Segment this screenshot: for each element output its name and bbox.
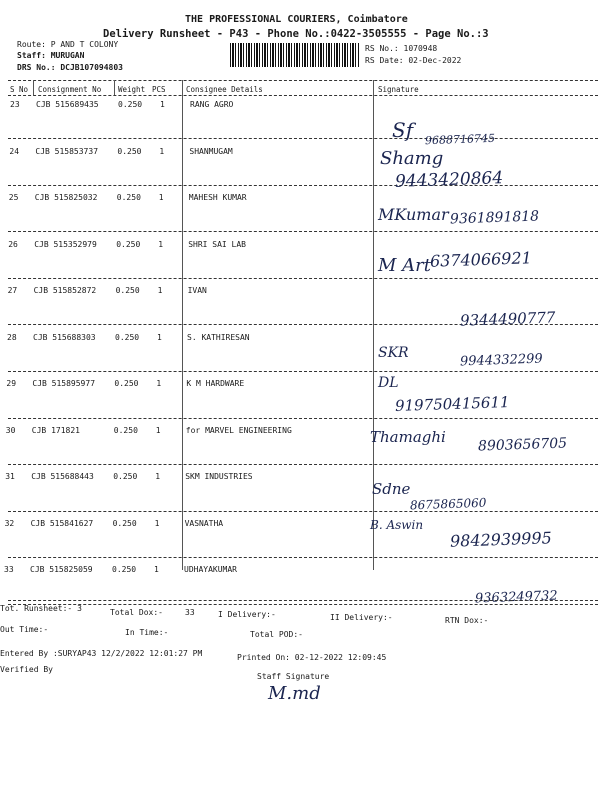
signature-phone: 6374066921: [429, 248, 533, 271]
signature-phone: 9944332299: [459, 351, 543, 370]
col-weight: Weight: [118, 85, 146, 94]
company-name: THE PROFESSIONAL COURIERS, Coimbatore: [185, 14, 408, 25]
row-consignment-no: CJB 515688303: [33, 332, 96, 342]
verified-by: Verified By: [0, 665, 53, 674]
row-sno: 23: [10, 100, 20, 109]
staff-signature-label: Staff Signature: [257, 672, 330, 681]
row-rule: [8, 371, 598, 372]
row-consignee: SKM INDUSTRIES: [185, 472, 253, 481]
signature-phone: 919750415611: [394, 393, 510, 415]
row-consignee: SHRI SAI LAB: [188, 239, 246, 249]
row-pcs: 1: [154, 518, 160, 528]
row-consignment-no: CJB 515352979: [34, 239, 97, 249]
row-consignee: VASNATHA: [184, 518, 224, 528]
signature-phone: 9361891818: [449, 208, 540, 228]
row-rule: [8, 278, 598, 279]
runsheet-title: Delivery Runsheet - P43 - Phone No.:0422-3505555 - Page No.:3: [103, 28, 489, 40]
col-divider: [114, 80, 115, 95]
footer-top-rule: [8, 600, 598, 601]
row-weight: 0.250: [113, 472, 138, 481]
total-pod: Total POD:-: [250, 630, 303, 639]
printed-on: Printed On: 02-12-2022 12:09:45: [237, 653, 387, 662]
row-sno: 32: [4, 518, 15, 528]
signature-phone: 8675865060: [409, 495, 487, 513]
row-rule: [8, 511, 598, 512]
staff-label: Staff: MURUGAN: [17, 51, 85, 60]
row-rule: [8, 464, 598, 465]
signature-name: DL: [378, 375, 399, 391]
out-time: Out Time:-: [0, 625, 49, 634]
ii-delivery: II Delivery:-: [330, 613, 393, 622]
signature-phone: 9363249732: [474, 588, 558, 607]
signature-name: Thamaghi: [370, 428, 446, 446]
total-runsheet: Tot. Runsheet:- 3: [0, 604, 82, 613]
row-consignment-no: CJB 515895977: [32, 379, 96, 388]
row-consignee: S. KATHIRESAN: [187, 332, 250, 342]
row-pcs: 1: [157, 286, 163, 295]
rs-number: RS No.: 1070948: [365, 44, 438, 53]
signature-phone: 9688716745: [424, 131, 496, 148]
row-consignment-no: CJB 515841627: [30, 518, 94, 528]
row-rule: [8, 418, 598, 419]
row-sno: 24: [9, 146, 20, 156]
row-rule: [8, 557, 598, 558]
row-pcs: 1: [158, 239, 164, 249]
header-top-rule: [8, 80, 598, 81]
header-bottom-rule: [8, 95, 598, 96]
col-consignee: Consignee Details: [186, 85, 263, 94]
total-dox-value: 33: [185, 608, 195, 617]
row-sno: 25: [8, 193, 19, 202]
row-consignee: K M HARDWARE: [186, 379, 245, 388]
staff-signature: M.md: [268, 683, 321, 704]
row-weight: 0.250: [112, 518, 137, 528]
i-delivery: I Delivery:-: [218, 610, 276, 619]
row-pcs: 1: [155, 425, 161, 435]
signature-name: M Art: [378, 255, 431, 276]
row-consignment-no: CJB 171821: [31, 425, 80, 435]
row-consignee: UDHAYAKUMAR: [184, 565, 237, 574]
row-consignment-no: CJB 515825032: [34, 193, 98, 202]
row-pcs: 1: [158, 193, 164, 202]
row-weight: 0.250: [115, 286, 140, 295]
signature-name: Sdne: [372, 480, 411, 498]
row-weight: 0.250: [113, 425, 138, 435]
row-sno: 29: [6, 379, 17, 388]
row-consignee: for MARVEL ENGINEERING: [185, 425, 292, 435]
row-consignee: MAHESH KUMAR: [188, 193, 247, 202]
row-consignment-no: CJB 515825059: [30, 565, 93, 574]
signature-name: Sf: [392, 118, 414, 142]
row-consignment-no: CJB 515688443: [31, 472, 94, 481]
col-sno: S No: [10, 85, 29, 94]
row-sno: 26: [8, 239, 18, 249]
in-time: In Time:-: [125, 628, 169, 637]
row-sno: 28: [7, 332, 17, 342]
row-rule: [8, 231, 598, 232]
signature-name: SKR: [378, 345, 409, 361]
row-sno: 33: [4, 565, 14, 574]
drs-number: DRS No.: DCJB107094803: [17, 63, 123, 72]
row-sno: 31: [5, 472, 15, 481]
row-weight: 0.250: [117, 146, 142, 156]
row-consignment-no: CJB 515852872: [33, 286, 97, 295]
signature-name: Shamg: [380, 148, 444, 169]
row-weight: 0.250: [114, 379, 139, 388]
row-sno: 30: [5, 425, 16, 435]
signature-phone: 9344490777: [459, 308, 556, 330]
col-pcs: PCS: [152, 85, 166, 94]
row-weight: 0.250: [112, 565, 137, 574]
rtn-dox: RTN Dox:-: [445, 616, 489, 625]
total-dox-label: Total Dox:-: [110, 608, 163, 617]
signature-phone: 9842939995: [449, 528, 553, 551]
row-pcs: 1: [156, 379, 162, 388]
row-sno: 27: [7, 286, 18, 295]
row-rule: [8, 138, 598, 139]
col-consignment: Consignment No: [38, 85, 102, 94]
signature-phone: 8903656705: [477, 435, 568, 455]
row-pcs: 1: [157, 332, 162, 342]
signature-name: B. Aswin: [370, 518, 424, 532]
row-consignment-no: CJB 515689435: [36, 100, 99, 109]
row-rule: [8, 185, 598, 186]
row-weight: 0.250: [118, 100, 143, 109]
row-consignee: IVAN: [187, 286, 207, 295]
signature-phone: 9443420864: [394, 168, 504, 192]
route-label: Route: P AND T COLONY: [17, 40, 119, 49]
row-pcs: 1: [154, 565, 159, 574]
row-weight: 0.250: [116, 193, 141, 202]
row-pcs: 1: [159, 146, 165, 156]
row-consignee: SHANMUGAM: [189, 146, 233, 156]
entered-by: Entered By :SURYAP43 12/2/2022 12:01:27 PM: [0, 649, 203, 658]
signature-name: MKumar: [378, 205, 449, 224]
row-consignment-no: CJB 515853737: [35, 146, 99, 156]
row-weight: 0.250: [115, 332, 140, 342]
row-pcs: 1: [155, 472, 161, 481]
row-consignee: RANG AGRO: [190, 100, 234, 109]
row-weight: 0.250: [116, 239, 141, 249]
barcode: [230, 43, 360, 67]
col-signature: Signature: [378, 85, 419, 94]
row-pcs: 1: [160, 100, 165, 109]
col-divider: [33, 80, 34, 95]
rs-date: RS Date: 02-Dec-2022: [365, 56, 462, 65]
